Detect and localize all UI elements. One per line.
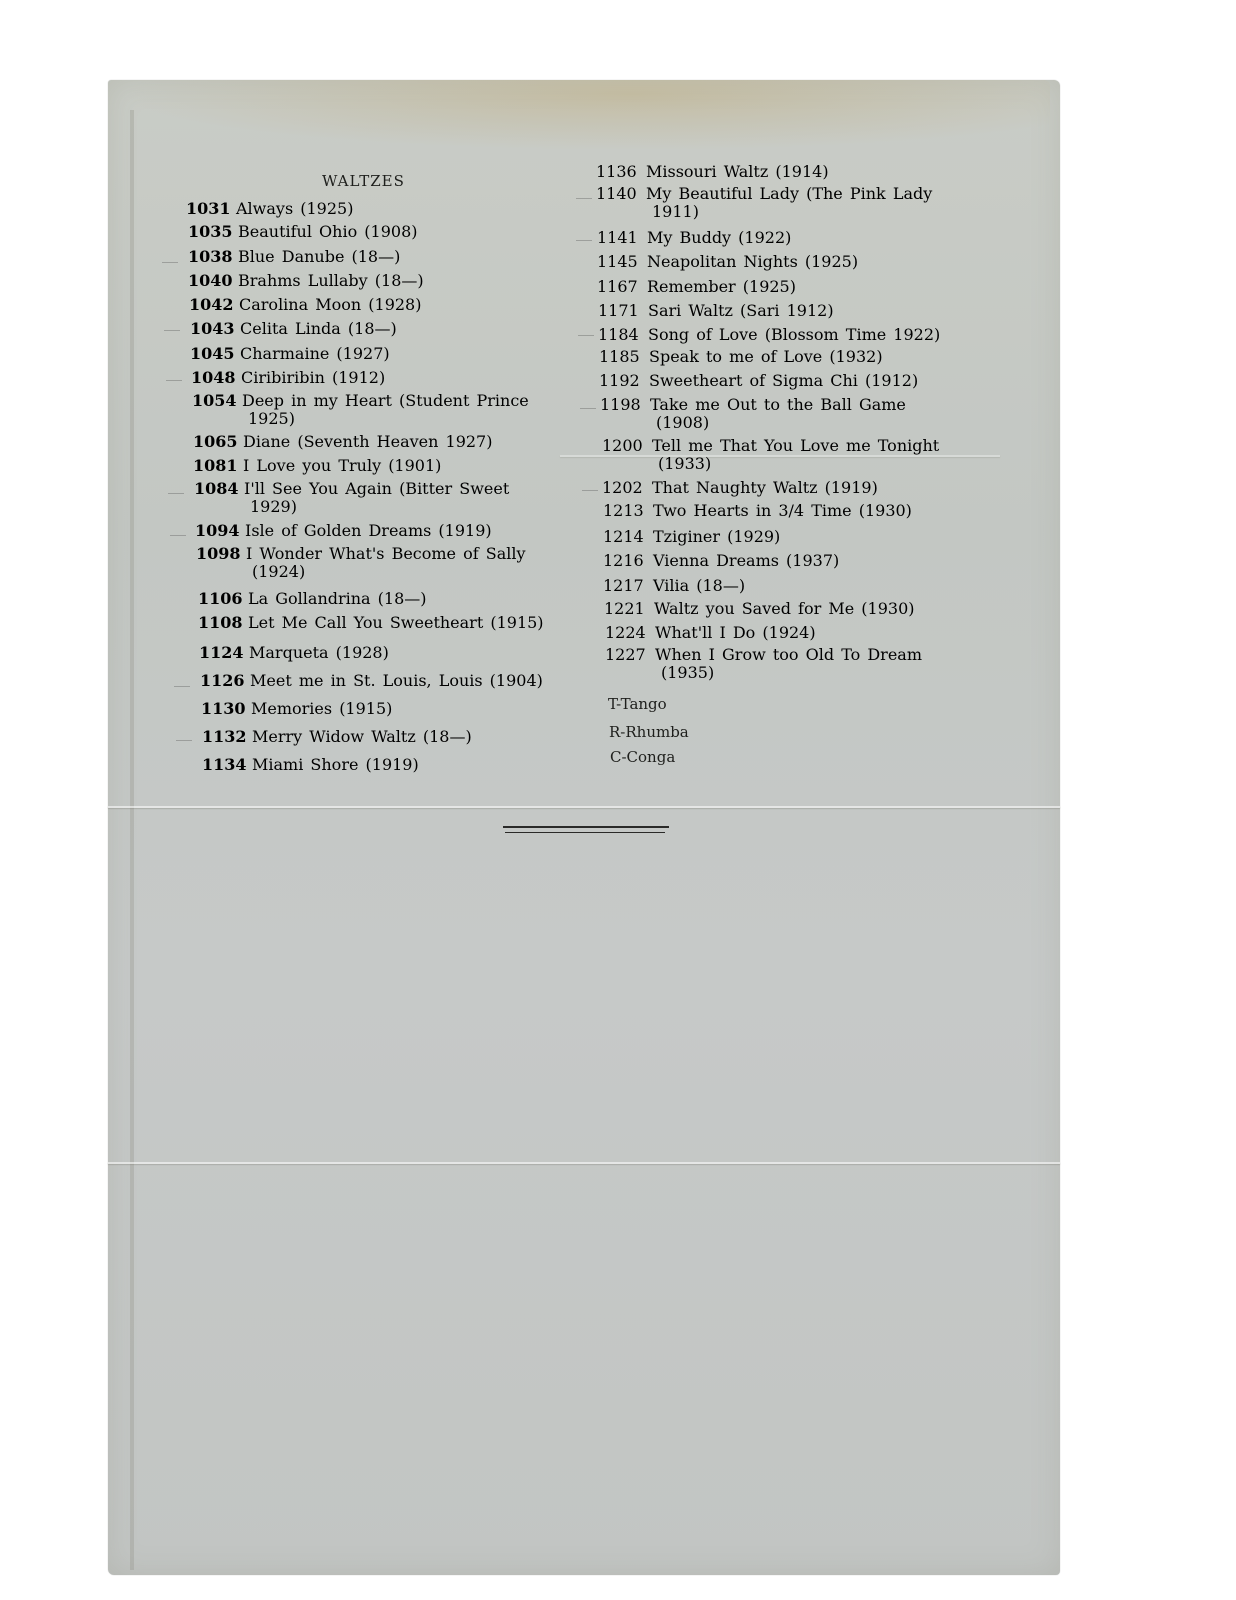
song-title: Speak to me of Love (1932) (649, 347, 883, 366)
song-title: I'll See You Again (Bitter Sweet (244, 479, 510, 498)
song-title: Diane (Seventh Heaven 1927) (243, 432, 493, 451)
song-title-block (650, 396, 980, 432)
list-item (198, 614, 544, 632)
list-item (193, 433, 492, 451)
list-item (603, 577, 745, 595)
song-title: La Gollandrina (18—) (248, 589, 427, 608)
song-title: Neapolitan Nights (1925) (647, 252, 859, 271)
song-title-continued: (1924) (252, 562, 306, 581)
song-number: 1106 (198, 589, 243, 608)
list-item (599, 348, 883, 366)
list-item (194, 480, 564, 516)
song-number: 1065 (193, 432, 238, 451)
song-title: Memories (1915) (251, 699, 393, 718)
song-number: 1130 (201, 699, 246, 718)
pencil-mark (168, 493, 184, 494)
song-title: Vilia (18—) (653, 576, 746, 595)
song-number: 1221 (604, 599, 645, 618)
song-title-continued: 1925) (248, 409, 295, 428)
list-item (598, 302, 834, 320)
song-number: 1167 (597, 277, 638, 296)
song-title: Celita Linda (18—) (240, 319, 397, 338)
song-title: What'll I Do (1924) (655, 623, 816, 642)
list-item (186, 200, 353, 218)
song-number: 1214 (603, 527, 644, 546)
legend-conga: C-Conga (610, 748, 676, 766)
list-item (597, 253, 858, 271)
pencil-mark (164, 330, 180, 331)
list-item (599, 372, 918, 390)
song-number: 1213 (603, 501, 644, 520)
song-number: 1184 (598, 325, 639, 344)
song-title-continued: 1929) (250, 497, 297, 516)
legend-rhumba: R-Rhumba (609, 723, 689, 741)
song-number: 1141 (597, 228, 638, 247)
song-number: 1216 (603, 551, 644, 570)
song-title: When I Grow too Old To Dream (655, 645, 923, 664)
song-title-block (244, 480, 564, 516)
pencil-mark (582, 490, 598, 491)
list-item (596, 163, 829, 181)
song-number: 1081 (193, 456, 238, 475)
song-number: 1048 (191, 368, 236, 387)
song-number: 1192 (599, 371, 640, 390)
song-number: 1038 (188, 247, 233, 266)
song-title: Vienna Dreams (1937) (653, 551, 840, 570)
song-number: 1054 (192, 391, 237, 410)
song-title: My Buddy (1922) (647, 228, 792, 247)
song-number: 1136 (596, 162, 637, 181)
song-title-continued: 1911) (652, 202, 699, 221)
section-heading: WALTZES (322, 172, 405, 190)
list-item (600, 396, 980, 432)
list-item (196, 545, 566, 581)
divider-rule (503, 826, 669, 828)
song-title: Ciribiribin (1912) (241, 368, 386, 387)
song-number: 1124 (199, 643, 244, 662)
list-item (188, 248, 400, 266)
song-title: Merry Widow Waltz (18—) (252, 727, 472, 746)
song-title: Sweetheart of Sigma Chi (1912) (649, 371, 919, 390)
song-title: Charmaine (1927) (240, 344, 390, 363)
list-item (198, 590, 427, 608)
song-title: Two Hearts in 3/4 Time (1930) (653, 501, 912, 520)
song-number: 1217 (603, 576, 644, 595)
song-number: 1031 (186, 199, 231, 218)
list-item (602, 437, 987, 473)
song-title: Tell me That You Love me Tonight (652, 436, 940, 455)
song-number: 1171 (598, 301, 639, 320)
list-item (603, 552, 839, 570)
list-item (604, 600, 914, 618)
song-title-block (242, 392, 562, 428)
list-item (191, 369, 385, 387)
list-item (202, 728, 472, 746)
song-title: Marqueta (1928) (249, 643, 389, 662)
song-title-block (655, 646, 985, 682)
song-title: Deep in my Heart (Student Prince (242, 391, 529, 410)
song-title: Song of Love (Blossom Time 1922) (648, 325, 941, 344)
song-number: 1185 (599, 347, 640, 366)
song-number: 1198 (600, 395, 641, 414)
list-item (190, 320, 397, 338)
song-title-continued: (1933) (658, 454, 712, 473)
pencil-mark (576, 198, 592, 199)
divider-rule (505, 832, 665, 833)
pencil-mark (170, 535, 186, 536)
song-title: Let Me Call You Sweetheart (1915) (248, 613, 544, 632)
song-number: 1132 (202, 727, 247, 746)
pencil-mark (176, 740, 192, 741)
song-number: 1040 (188, 271, 233, 290)
list-item (190, 345, 390, 363)
list-item (188, 272, 424, 290)
song-number: 1134 (202, 755, 247, 774)
song-number: 1224 (605, 623, 646, 642)
song-title: Tziginer (1929) (653, 527, 781, 546)
song-number: 1042 (189, 295, 234, 314)
song-title: Isle of Golden Dreams (1919) (245, 521, 492, 540)
song-number: 1098 (196, 544, 241, 563)
song-number: 1045 (190, 344, 235, 363)
song-title: Carolina Moon (1928) (239, 295, 422, 314)
song-number: 1126 (200, 671, 245, 690)
list-item (200, 672, 543, 690)
song-title: Brahms Lullaby (18—) (238, 271, 424, 290)
song-number: 1035 (188, 222, 233, 241)
song-title: My Beautiful Lady (The Pink Lady (646, 184, 933, 203)
song-title: Always (1925) (236, 199, 354, 218)
song-number: 1145 (597, 252, 638, 271)
list-item (193, 457, 441, 475)
song-title: Remember (1925) (647, 277, 796, 296)
list-item (195, 522, 492, 540)
pencil-mark (578, 335, 594, 336)
water-stain (120, 80, 1050, 150)
song-title: Beautiful Ohio (1908) (238, 222, 418, 241)
list-item (605, 624, 816, 642)
song-title: Miami Shore (1919) (252, 755, 419, 774)
fold-crease (108, 1162, 1060, 1164)
song-title-continued: (1908) (656, 413, 710, 432)
song-title-block (646, 185, 976, 221)
list-item (202, 756, 419, 774)
song-title: Sari Waltz (Sari 1912) (648, 301, 834, 320)
list-item (602, 479, 878, 497)
list-item (598, 326, 940, 344)
fold-crease (108, 806, 1060, 808)
song-title: Meet me in St. Louis, Louis (1904) (250, 671, 543, 690)
list-item (189, 296, 421, 314)
list-item (192, 392, 562, 428)
song-number: 1043 (190, 319, 235, 338)
song-number: 1108 (198, 613, 243, 632)
list-item (605, 646, 985, 682)
list-item (201, 700, 392, 718)
song-number: 1140 (596, 184, 637, 203)
pencil-mark (174, 686, 190, 687)
song-title: I Love you Truly (1901) (243, 456, 442, 475)
song-title: That Naughty Waltz (1919) (652, 478, 878, 497)
pencil-mark (580, 408, 596, 409)
song-title: Take me Out to the Ball Game (650, 395, 906, 414)
pencil-mark (576, 240, 592, 241)
song-number: 1094 (195, 521, 240, 540)
list-item (603, 528, 780, 546)
song-title: Missouri Waltz (1914) (646, 162, 829, 181)
list-item (199, 644, 389, 662)
pencil-mark (162, 262, 178, 263)
list-item (603, 502, 912, 520)
list-item (596, 185, 976, 221)
legend-tango: T-Tango (608, 695, 667, 713)
song-title-block (246, 545, 566, 581)
paper-edge (130, 110, 134, 1570)
song-number: 1227 (605, 645, 646, 664)
song-number: 1202 (602, 478, 643, 497)
pencil-mark (166, 380, 182, 381)
song-number: 1200 (602, 436, 643, 455)
list-item (597, 229, 791, 247)
song-number: 1084 (194, 479, 239, 498)
song-title: Waltz you Saved for Me (1930) (654, 599, 915, 618)
song-title: Blue Danube (18—) (238, 247, 401, 266)
song-title: I Wonder What's Become of Sally (246, 544, 526, 563)
song-title-continued: (1935) (661, 663, 715, 682)
song-title-block (652, 437, 987, 473)
list-item (597, 278, 796, 296)
list-item (188, 223, 418, 241)
